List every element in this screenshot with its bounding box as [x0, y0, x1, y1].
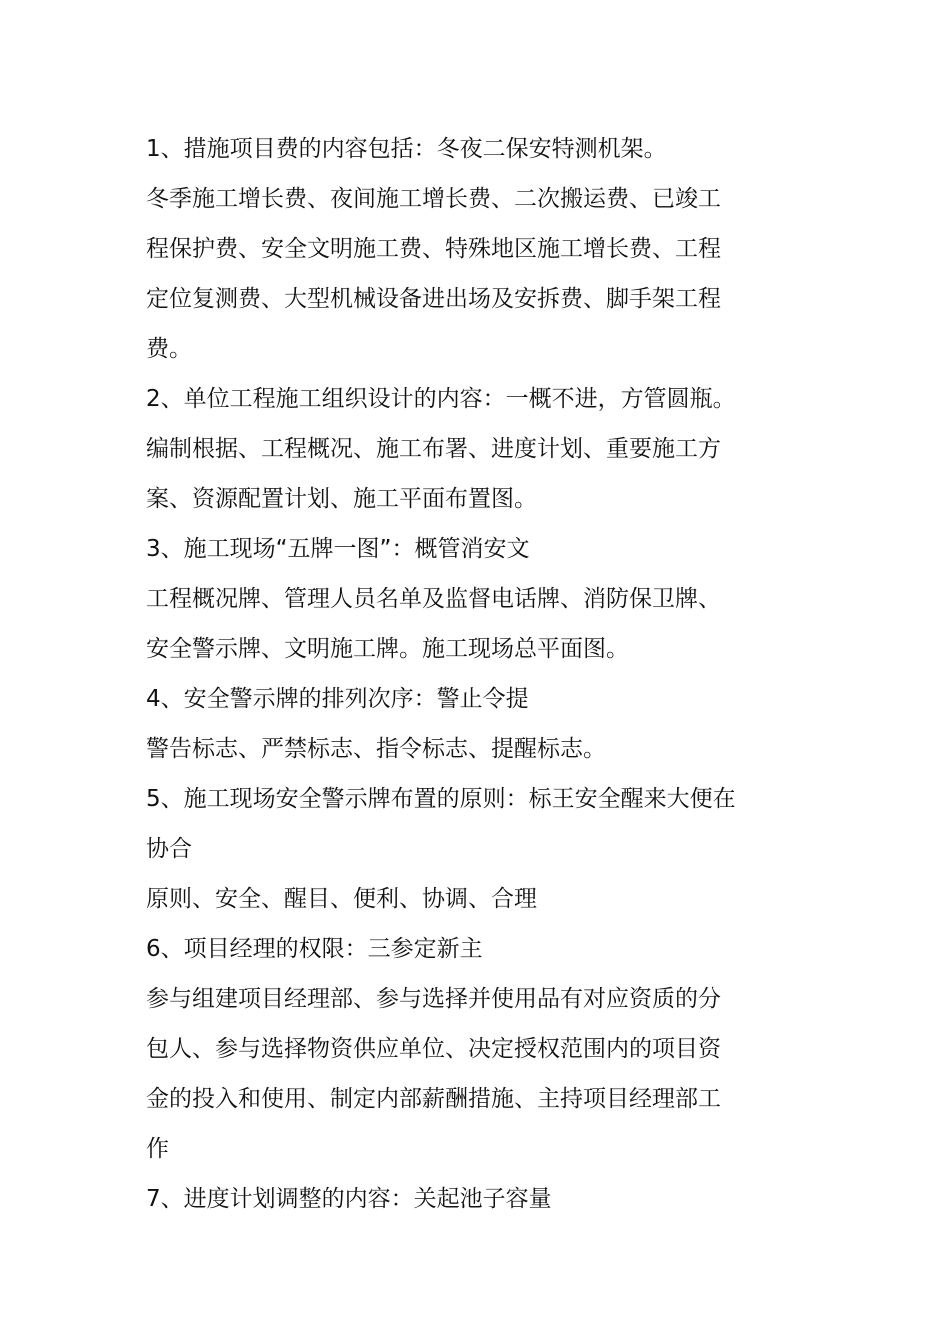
text-line: 协合 [146, 836, 192, 862]
text-line: 案、资源配置计划、施工平面布置图。 [146, 486, 537, 512]
text-line: 1、措施项目费的内容包括：冬夜二保安特测机架。 [146, 136, 667, 162]
text-line: 定位复测费、大型机械设备进出场及安拆费、脚手架工程 [146, 286, 721, 312]
text-line: 6、项目经理的权限：三参定新主 [146, 936, 483, 962]
text-line: 工程概况牌、管理人员名单及监督电话牌、消防保卫牌、 [146, 586, 721, 612]
text-line: 包人、参与选择物资供应单位、决定授权范围内的项目资 [146, 1036, 721, 1062]
text-line: 冬季施工增长费、夜间施工增长费、二次搬运费、已竣工 [146, 186, 721, 212]
text-line: 3、施工现场“五牌一图”：概管消安文 [146, 536, 530, 562]
text-line: 金的投入和使用、制定内部薪酬措施、主持项目经理部工 [146, 1086, 721, 1112]
text-line: 作 [146, 1136, 169, 1162]
text-line: 安全警示牌、文明施工牌。施工现场总平面图。 [146, 636, 629, 662]
document-body [146, 124, 806, 1224]
text-line: 编制根据、工程概况、施工布署、进度计划、重要施工方 [146, 436, 721, 462]
text-line: 2、单位工程施工组织设计的内容：一概不进，方管圆瓶。 [146, 386, 736, 412]
text-line: 5、施工现场安全警示牌布置的原则：标王安全醒来大便在 [146, 786, 736, 812]
text-line: 7、进度计划调整的内容：关起池子容量 [146, 1186, 552, 1212]
text-line: 参与组建项目经理部、参与选择并使用品有对应资质的分 [146, 986, 721, 1012]
text-line: 警告标志、严禁标志、指令标志、提醒标志。 [146, 736, 606, 762]
text-line: 程保护费、安全文明施工费、特殊地区施工增长费、工程 [146, 236, 721, 262]
text-line: 费。 [146, 336, 192, 362]
text-line: 原则、安全、醒目、便利、协调、合理 [146, 886, 537, 912]
text-line: 4、安全警示牌的排列次序：警止令提 [146, 686, 529, 712]
